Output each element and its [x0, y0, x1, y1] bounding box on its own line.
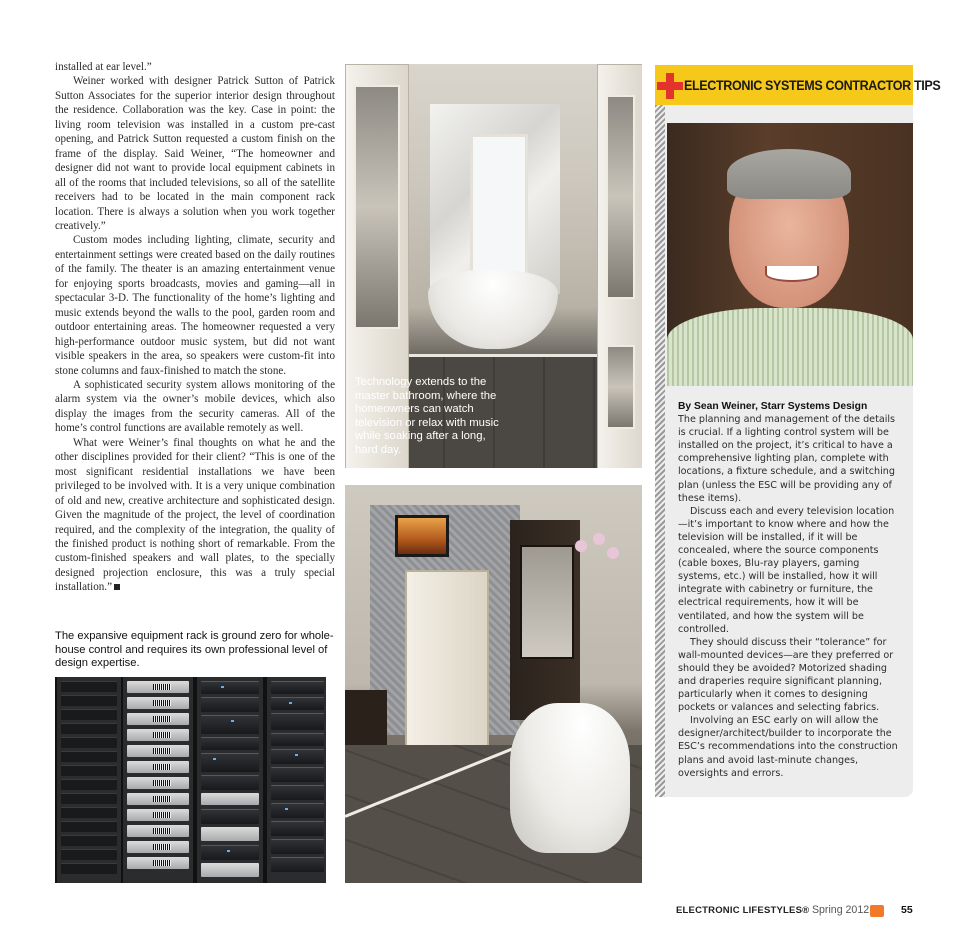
- orchid-flower: [593, 533, 605, 545]
- magazine-name: ELECTRONIC LIFESTYLES®: [676, 905, 810, 916]
- sidebar-paragraph: The planning and management of the details is crucial. If a lighting control system will be installed on the project, it’s critical to have a comprehensive lighting plan, complete with locations, a fixture schedule, and a switching plan (unless the ESC will be providing any of these items).: [678, 414, 896, 504]
- orchid-flower: [607, 547, 619, 559]
- rack-column: [121, 677, 195, 883]
- issue-season: Spring 2012: [811, 904, 870, 916]
- sidebar-paragraph: Discuss each and every television location—it’s important to know where and how the television will be installed, if it will be concealed, where the source components (cable boxes, Blu-ray players, gaming systems, etc.) will be installed, how it will integrate with cabinetry or furniture, the electrical requirements, how it will be ventilated, and how the system will be controlled.: [678, 505, 895, 635]
- rack-photo-caption: The expansive equipment rack is ground zero for whole-house control and requires its own professional level of design expertise.: [55, 630, 334, 670]
- article-paragraph: installed at ear level.”: [55, 61, 152, 73]
- rack-column: [265, 677, 326, 883]
- freestanding-tub: [428, 269, 558, 349]
- sidebar-paragraph: Involving an ESC early on will allow the designer/architect/builder to incorporate the ESC’s recommendations into the construction plans and avoid last-minute changes, oversights and errors.: [678, 715, 898, 779]
- page-number: 55: [901, 904, 913, 916]
- plus-icon: [657, 73, 683, 99]
- esc-tips-sidebar: [655, 65, 941, 797]
- sidebar-title: ELECTRONIC SYSTEMS CONTRACTOR TIPS: [684, 78, 941, 93]
- sidebar-body: [678, 400, 900, 780]
- cabinet-mirror: [520, 545, 574, 659]
- hatched-border: [655, 105, 665, 797]
- article-paragraph: [55, 436, 335, 595]
- author-byline: By Sean Weiner, Starr Systems Design: [678, 401, 868, 412]
- article-paragraph: A sophisticated security system allows monitoring of the alarm system via the owner’s mobile devices, which also display the images from the security cameras. All of the home’s control functions are available remotely as well.: [55, 378, 335, 435]
- open-doorway: [405, 570, 489, 749]
- bathroom-window: [470, 134, 528, 280]
- author-portrait: [667, 123, 913, 386]
- sidebar-paragraph: They should discuss their “tolerance” for wall-mounted devices—are they preferred or should they be avoided? Motorized shading and draperies require significant planning, particularly when it comes to designing pockets or valances and selecting fabrics.: [678, 636, 894, 714]
- orchid-flower: [575, 540, 587, 552]
- rack-column: [55, 677, 123, 883]
- rack-column: [195, 677, 265, 883]
- freestanding-tub: [510, 703, 630, 853]
- end-mark-icon: [114, 584, 120, 590]
- page-footer: [676, 904, 916, 918]
- wall-mounted-tv: [395, 515, 449, 557]
- cedia-logo-icon: [870, 905, 884, 917]
- article-final-paragraph-text: What were Weiner’s final thoughts on what he and the other disciplines provided for their client? “This is one of the most significant residential installations we have been privileged to be involved with. It is a very unique combination of old and new, creative architecture and sophisticated design. Given the magnitude of the project, the level of coordination required, and the complexity of the integration, the quality of the finished product is nothing short of remarkable. From the custom-finished speakers and wall plates, to the specially designed projection enclosure, this was a truly special installation.”: [55, 436, 335, 594]
- sidebar-header: [655, 65, 941, 105]
- article-body: [55, 60, 335, 595]
- right-french-door: [597, 64, 642, 468]
- bathroom-photo-caption: Technology extends to the master bathroom, where the homeowners can watch television or relax with music while soaking after a long, hard day.: [355, 376, 499, 456]
- article-paragraph: Weiner worked with designer Patrick Sutton of Patrick Sutton Associates for the superior interior design throughout the residence. Collaboration was the key. Case in point: the living room television was installed in a custom pre-cast opening, and Patrick Sutton requested a custom finish on the frame of the display. Said Weiner, “The homeowner and designer did not want to provide local equipment cabinets in all of the rooms that included televisions, so all of the satellite receivers had to be located in the main component rack location. There is always a solution when you work together creatively.”: [55, 75, 335, 232]
- equipment-rack-photo: [55, 677, 326, 883]
- article-paragraph: Custom modes including lighting, climate, security and entertainment settings were created based on the daily routines of the family. The theater is an amazing entertainment venue for enjoying sports broadcasts, movies and gaming—all in spectacular 3-D. The functionality of the home’s lighting and music extends beyond the walls to the pool, garden room and outdoor entertaining areas. The homeowner requested a very high-performance outdoor music system, but did not want visible speakers in the area, so speakers were custom-fit into stone columns and faux-finished to match the stone.: [55, 234, 335, 377]
- bathroom-tv-photo: [345, 485, 642, 883]
